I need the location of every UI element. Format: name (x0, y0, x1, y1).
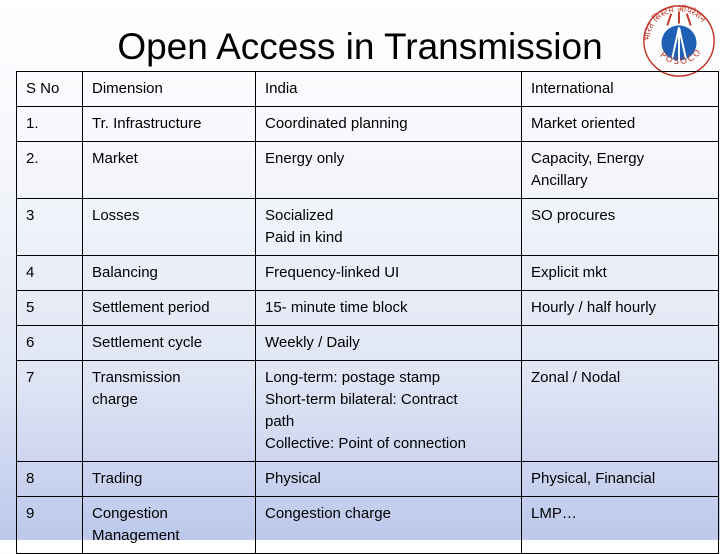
table-row (17, 142, 719, 199)
cell-sno: 7 (17, 361, 83, 462)
cell-india: Congestion charge (256, 497, 522, 554)
cell-india: Socialized Paid in kind (256, 199, 522, 256)
cell-india: Coordinated planning (256, 107, 522, 142)
table-row (17, 256, 719, 291)
table-row (17, 291, 719, 326)
cell-international: Physical, Financial (522, 462, 719, 497)
cell-dimension: Settlement cycle (83, 326, 256, 361)
cell-india: Energy only (256, 142, 522, 199)
cell-international: Market oriented (522, 107, 719, 142)
cell-india: Long-term: postage stamp Short-term bilateral: Contract path Collective: Point of connection (256, 361, 522, 462)
posoco-logo (640, 2, 718, 80)
table-row (17, 199, 719, 256)
cell-india: 15- minute time block (256, 291, 522, 326)
cell-sno: 6 (17, 326, 83, 361)
cell-dimension: Transmission charge (83, 361, 256, 462)
header-sno: S No (17, 72, 83, 107)
cell-international: Capacity, Energy Ancillary (522, 142, 719, 199)
table-row (17, 361, 719, 462)
header-dimension: Dimension (83, 72, 256, 107)
comparison-table (16, 71, 719, 554)
header-india: India (256, 72, 522, 107)
cell-international: Explicit mkt (522, 256, 719, 291)
cell-sno: 2. (17, 142, 83, 199)
cell-international: LMP… (522, 497, 719, 554)
cell-india: Weekly / Daily (256, 326, 522, 361)
cell-international: Hourly / half hourly (522, 291, 719, 326)
table-row (17, 497, 719, 554)
logo-text-top: भारत सिस्टम ऑपरेशन (642, 4, 708, 42)
cell-dimension: Losses (83, 199, 256, 256)
cell-dimension: Congestion Management (83, 497, 256, 554)
cell-dimension: Trading (83, 462, 256, 497)
cell-india: Physical (256, 462, 522, 497)
cell-sno: 1. (17, 107, 83, 142)
table-row (17, 326, 719, 361)
page-title: Open Access in Transmission (117, 26, 603, 67)
cell-international: SO procures (522, 199, 719, 256)
table-header-row (17, 72, 719, 107)
cell-india: Frequency-linked UI (256, 256, 522, 291)
cell-sno: 3 (17, 199, 83, 256)
cell-international: Zonal / Nodal (522, 361, 719, 462)
table-row (17, 462, 719, 497)
cell-dimension: Market (83, 142, 256, 199)
cell-sno: 8 (17, 462, 83, 497)
cell-international (522, 326, 719, 361)
cell-sno: 9 (17, 497, 83, 554)
cell-dimension: Tr. Infrastructure (83, 107, 256, 142)
cell-dimension: Settlement period (83, 291, 256, 326)
logo-text-bottom: POSOCO (657, 46, 705, 68)
table-row (17, 107, 719, 142)
cell-sno: 4 (17, 256, 83, 291)
cell-sno: 5 (17, 291, 83, 326)
header-international: International (522, 72, 719, 107)
cell-dimension: Balancing (83, 256, 256, 291)
